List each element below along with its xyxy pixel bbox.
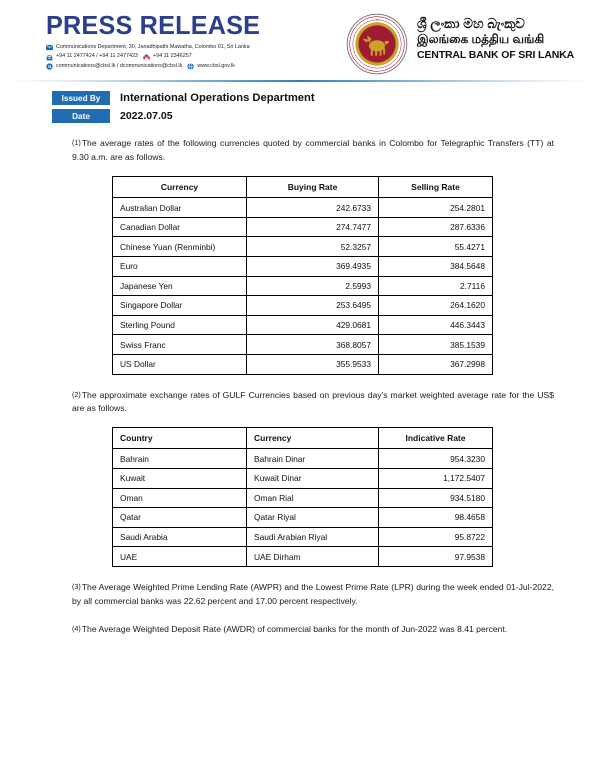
paragraph-3-number: (3) <box>72 581 81 591</box>
gulf-rates-table <box>112 427 493 567</box>
cell-country: Oman <box>113 488 247 508</box>
contact-phone-line <box>46 54 346 61</box>
cell-indicative-rate: 98.4658 <box>379 508 493 528</box>
table-row <box>113 257 493 277</box>
cell-selling-rate: 55.4271 <box>379 237 493 257</box>
cell-buying-rate: 52.3257 <box>247 237 379 257</box>
cell-buying-rate: 429.0681 <box>247 315 379 335</box>
cell-buying-rate: 274.7477 <box>247 217 379 237</box>
envelope-icon <box>46 44 53 51</box>
date-label: Date <box>52 109 110 123</box>
table-row <box>113 217 493 237</box>
cell-currency: Qatar Riyal <box>247 508 379 528</box>
table-row <box>113 547 493 567</box>
cell-country: Qatar <box>113 508 247 528</box>
paragraph-4 <box>72 623 554 637</box>
paragraph-1-text: The average rates of the following currencies quoted by commercial banks in Colombo for Telegraphic Transfers (TT) at 9.30 a.m. are as follows. <box>72 138 554 163</box>
letterhead-left <box>46 12 346 73</box>
contact-email-line <box>46 63 346 70</box>
table-row <box>113 335 493 355</box>
cell-currency: Singapore Dollar <box>113 296 247 316</box>
date-value: 2022.07.05 <box>120 110 173 123</box>
paragraph-1-block <box>0 137 600 165</box>
cell-currency: UAE Dirham <box>247 547 379 567</box>
table-row <box>113 315 493 335</box>
paragraph-1-number: (1) <box>72 138 81 148</box>
tt-rates-table <box>112 176 493 374</box>
table-header-row <box>113 428 493 449</box>
table-header-row <box>113 177 493 198</box>
cell-country: Bahrain <box>113 449 247 469</box>
table-row <box>113 276 493 296</box>
globe-icon <box>187 63 194 70</box>
date-row <box>52 109 600 123</box>
cell-currency: Sterling Pound <box>113 315 247 335</box>
cell-buying-rate: 253.6495 <box>247 296 379 316</box>
cell-buying-rate: 2.5993 <box>247 276 379 296</box>
cell-currency: Kuwait Dinar <box>247 469 379 489</box>
cell-currency: Swiss Franc <box>113 335 247 355</box>
cell-country: Saudi Arabia <box>113 527 247 547</box>
cell-indicative-rate: 954.3230 <box>379 449 493 469</box>
contact-fax: +94 11 2346257 <box>152 53 192 60</box>
svg-text:●: ● <box>376 17 378 22</box>
paragraph-4-number: (4) <box>72 623 81 633</box>
tt-rates-table-wrap <box>0 176 600 374</box>
table-row <box>113 488 493 508</box>
contact-address: Communications Department, 30, Janadhipathi Mawatha, Colombo 01, Sri Lanka <box>56 43 250 50</box>
cell-country: UAE <box>113 547 247 567</box>
table-row <box>113 508 493 528</box>
contact-web: www.cbsl.gov.lk <box>197 62 235 69</box>
press-release-title: PRESS RELEASE <box>46 10 261 40</box>
column-header-indicative-rate: Indicative Rate <box>379 428 493 449</box>
cell-selling-rate: 446.3443 <box>379 315 493 335</box>
central-bank-emblem-icon <box>346 13 408 75</box>
letterhead <box>0 0 600 75</box>
contact-address-line <box>46 44 346 51</box>
cell-selling-rate: 287.6336 <box>379 217 493 237</box>
bank-name-sinhala: ශ්‍රී ලංකා මහ බැංකුව <box>417 16 525 31</box>
cell-selling-rate: 367.2998 <box>379 354 493 374</box>
cell-currency: Oman Rial <box>247 488 379 508</box>
table-row <box>113 354 493 374</box>
paragraph-2-number: (2) <box>72 389 81 399</box>
table-row <box>113 296 493 316</box>
paragraph-3-text: The Average Weighted Prime Lending Rate (AWPR) and the Lowest Prime Rate (LPR) during the week ended 01-Jul-2022, by all commercial banks was 22.62 percent and 17.00 percent respectively. <box>72 581 554 606</box>
cell-currency: Euro <box>113 257 247 277</box>
cell-currency: Canadian Dollar <box>113 217 247 237</box>
bank-name-english: CENTRAL BANK OF SRI LANKA <box>417 48 575 61</box>
table-row <box>113 449 493 469</box>
column-header-country: Country <box>113 428 247 449</box>
paragraph-2 <box>72 389 554 417</box>
issued-by-row <box>52 91 600 105</box>
gulf-rates-table-wrap <box>0 427 600 567</box>
paragraph-3 <box>72 581 554 609</box>
at-sign-icon <box>46 63 53 70</box>
cell-currency: Japanese Yen <box>113 276 247 296</box>
cell-currency: US Dollar <box>113 354 247 374</box>
cell-indicative-rate: 97.9538 <box>379 547 493 567</box>
cell-buying-rate: 369.4935 <box>247 257 379 277</box>
cell-selling-rate: 384.5648 <box>379 257 493 277</box>
paragraph-4-text: The Average Weighted Deposit Rate (AWDR) of commercial banks for the month of Jun-2022 was 8.41 percent. <box>81 623 508 634</box>
cell-selling-rate: 264.1620 <box>379 296 493 316</box>
paragraph-3-block <box>0 581 600 637</box>
contact-phone: +94 11 2477424 / +94 11 2477423 <box>56 53 138 60</box>
letterhead-right <box>346 12 586 75</box>
cell-selling-rate: 2.7116 <box>379 276 493 296</box>
column-header-buying-rate: Buying Rate <box>247 177 379 198</box>
table-row <box>113 198 493 218</box>
paragraph-2-text: The approximate exchange rates of GULF Currencies based on previous day's market weighted average rate for the US$ are as follows. <box>72 389 554 414</box>
paragraph-1 <box>72 137 554 165</box>
contact-email: communications@cbsl.lk / dcommunications@cbsl.lk <box>56 62 183 69</box>
table-row <box>113 237 493 257</box>
cell-selling-rate: 254.2801 <box>379 198 493 218</box>
bank-name-tamil: இலங்கை மத்திய வங்கி <box>417 31 545 46</box>
column-header-currency: Currency <box>113 177 247 198</box>
cell-currency: Saudi Arabian Riyal <box>247 527 379 547</box>
cell-buying-rate: 368.8057 <box>247 335 379 355</box>
document-meta <box>52 91 600 123</box>
cell-country: Kuwait <box>113 469 247 489</box>
cell-selling-rate: 385.1539 <box>379 335 493 355</box>
bank-name-block <box>417 13 574 62</box>
cell-indicative-rate: 934.5180 <box>379 488 493 508</box>
table-row <box>113 527 493 547</box>
cell-currency: Australian Dollar <box>113 198 247 218</box>
column-header-currency: Currency <box>247 428 379 449</box>
telephone-icon <box>46 54 53 61</box>
issued-by-value: International Operations Department <box>120 92 315 105</box>
fax-icon <box>143 54 150 61</box>
cell-indicative-rate: 1,172.5407 <box>379 469 493 489</box>
cell-buying-rate: 242.6733 <box>247 198 379 218</box>
header-divider <box>8 80 592 82</box>
table-row <box>113 469 493 489</box>
cell-buying-rate: 355.9533 <box>247 354 379 374</box>
paragraph-2-block <box>0 389 600 417</box>
cell-indicative-rate: 95.8722 <box>379 527 493 547</box>
cell-currency: Bahrain Dinar <box>247 449 379 469</box>
cell-currency: Chinese Yuan (Renminbi) <box>113 237 247 257</box>
issued-by-label: Issued By <box>52 91 110 105</box>
column-header-selling-rate: Selling Rate <box>379 177 493 198</box>
